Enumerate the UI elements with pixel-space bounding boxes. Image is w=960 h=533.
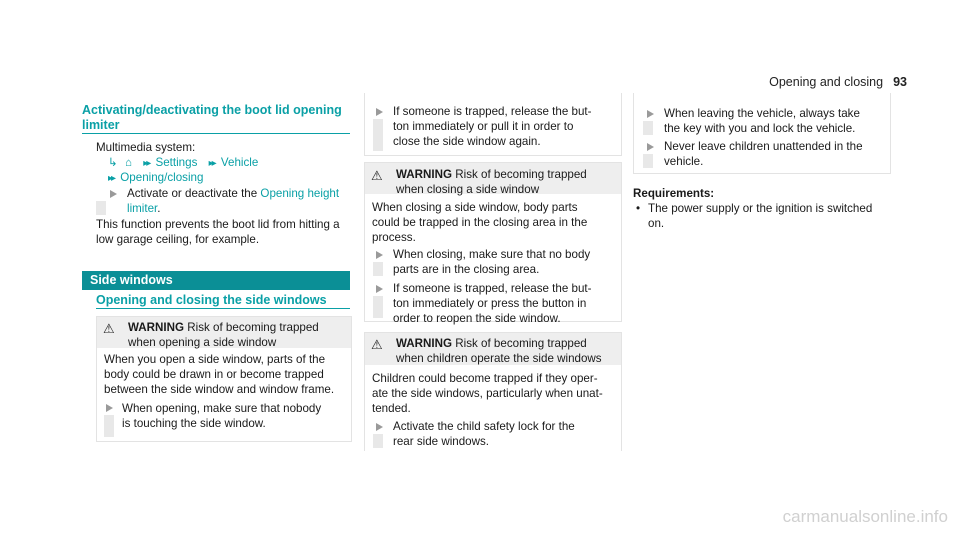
menu-path-line2 xyxy=(108,170,203,186)
warning-title-text: when closing a side window xyxy=(396,183,540,196)
leaving-vehicle-step xyxy=(664,106,860,136)
step-line: Never leave children unattended in the xyxy=(664,140,863,153)
page-header xyxy=(769,75,907,89)
return-arrow-icon: ↳ xyxy=(108,156,118,169)
warning-label: WARNING xyxy=(396,337,453,350)
desc-line: low garage ceiling, for example. xyxy=(96,233,260,246)
step-continuation-bar xyxy=(373,119,383,151)
side-windows-subheading: Opening and closing the side windows xyxy=(96,293,327,307)
warning-step xyxy=(393,419,575,449)
step-arrow-icon xyxy=(376,285,383,293)
heading-rule xyxy=(82,133,350,134)
warning-label: WARNING xyxy=(396,168,453,181)
menu-vehicle[interactable]: Vehicle xyxy=(220,156,259,169)
step-line: vehicle. xyxy=(664,155,704,168)
opening-height-link[interactable]: Opening height xyxy=(260,187,340,200)
warning-title xyxy=(396,336,602,366)
step-continuation-bar xyxy=(373,262,383,276)
step-arrow-icon xyxy=(376,108,383,116)
warning-body-line: When closing a side window, body parts xyxy=(372,201,578,214)
boot-lid-heading-line2: limiter xyxy=(82,118,120,132)
step-continuation-bar xyxy=(643,121,653,135)
menu-path-line1 xyxy=(108,155,258,171)
step-continuation-bar xyxy=(643,154,653,168)
warning-title-text: Risk of becoming trapped xyxy=(455,168,587,181)
home-icon[interactable]: ⌂ xyxy=(124,156,132,169)
requirement-line: on. xyxy=(648,217,665,230)
warning-title xyxy=(396,167,587,197)
page-number: 93 xyxy=(893,75,907,89)
warning-step xyxy=(393,281,592,326)
step-arrow-icon xyxy=(110,190,117,198)
warning-body-line: tended. xyxy=(372,402,411,415)
multimedia-label: Multimedia system: xyxy=(96,141,196,154)
warning-step xyxy=(122,401,321,431)
warning-body-line: When you open a side window, parts of the xyxy=(104,353,326,366)
boot-lid-description xyxy=(96,217,340,247)
boot-lid-heading-line1: Activating/deactivating the boot lid opening xyxy=(82,103,342,117)
requirement-line: The power supply or the ignition is switched xyxy=(648,202,873,215)
step-line: ton immediately or pull it in order to xyxy=(393,120,574,133)
step-arrow-icon xyxy=(376,251,383,259)
limiter-link[interactable]: limiter xyxy=(127,202,158,215)
step-line: If someone is trapped, release the but- xyxy=(393,105,592,118)
warning-step xyxy=(393,247,590,277)
step-arrow-icon xyxy=(106,404,113,412)
step-suffix: . xyxy=(157,202,161,215)
warning-step-line: is touching the side window. xyxy=(122,417,266,430)
step-line: When leaving the vehicle, always take xyxy=(664,107,860,120)
step-arrow-icon xyxy=(376,423,383,431)
warning-body-line: between the side window and window frame. xyxy=(104,383,335,396)
warning-step-line: rear side windows. xyxy=(393,435,490,448)
warning-triangle-icon: ⚠ xyxy=(103,321,115,336)
subheading-rule xyxy=(96,308,350,309)
step-line: the key with you and lock the vehicle. xyxy=(664,122,856,135)
step-arrow-icon xyxy=(647,143,654,151)
warning-body-line: ate the side windows, particularly when unat- xyxy=(372,387,603,400)
section-title: Opening and closing xyxy=(769,75,884,89)
warning-triangle-icon: ⚠ xyxy=(371,337,383,352)
requirement-bullet-icon: • xyxy=(636,202,641,215)
menu-opening-closing[interactable]: Opening/closing xyxy=(120,171,204,184)
warning-body xyxy=(104,352,334,397)
warning-step-line: Activate the child safety lock for the xyxy=(393,420,575,433)
step-line: close the side window again. xyxy=(393,135,541,148)
warning-step-line: When opening, make sure that nobody xyxy=(122,402,322,415)
warning-triangle-icon: ⚠ xyxy=(371,168,383,183)
boot-lid-heading xyxy=(82,103,342,133)
boot-lid-step xyxy=(127,186,339,216)
desc-line: This function prevents the boot lid from hitting a xyxy=(96,218,340,231)
step-arrow-icon xyxy=(647,110,654,118)
double-arrow-icon: ▸▸ xyxy=(143,158,150,169)
warning-step-line: order to reopen the side window. xyxy=(393,312,561,325)
warning-body-line: process. xyxy=(372,231,416,244)
side-windows-band: Side windows xyxy=(82,271,350,290)
warning-title-text: when opening a side window xyxy=(128,336,277,349)
double-arrow-icon: ▸▸ xyxy=(108,173,115,184)
watermark: carmanualsonline.info xyxy=(782,507,948,526)
warning-title-text: Risk of becoming trapped xyxy=(455,337,587,350)
step-continuation-bar xyxy=(373,296,383,318)
step-continuation-bar xyxy=(104,415,114,437)
requirements-heading: Requirements: xyxy=(633,187,715,200)
step-continuation-bar xyxy=(373,434,383,448)
menu-settings[interactable]: Settings xyxy=(155,156,198,169)
double-arrow-icon: ▸▸ xyxy=(208,158,215,169)
warning-body-line: body could be drawn in or become trapped xyxy=(104,368,324,381)
warning-step-line: When closing, make sure that no body xyxy=(393,248,591,261)
warning-label: WARNING xyxy=(128,321,185,334)
step-text: Activate or deactivate the xyxy=(127,187,258,200)
children-step xyxy=(664,139,863,169)
warning-body-line: could be trapped in the closing area in the xyxy=(372,216,588,229)
step-continuation-bar xyxy=(96,201,106,215)
warning-body xyxy=(372,371,603,416)
warning-step-line: If someone is trapped, release the but- xyxy=(393,282,592,295)
warning-title-text: when children operate the side windows xyxy=(396,352,602,365)
warning-body-line: Children could become trapped if they oper- xyxy=(372,372,598,385)
trapped-step xyxy=(393,104,592,149)
warning-step-line: ton immediately or press the button in xyxy=(393,297,587,310)
requirement-item xyxy=(648,201,872,231)
warning-title-text: Risk of becoming trapped xyxy=(187,321,319,334)
warning-body xyxy=(372,200,587,245)
warning-step-line: parts are in the closing area. xyxy=(393,263,540,276)
warning-title xyxy=(128,320,319,350)
